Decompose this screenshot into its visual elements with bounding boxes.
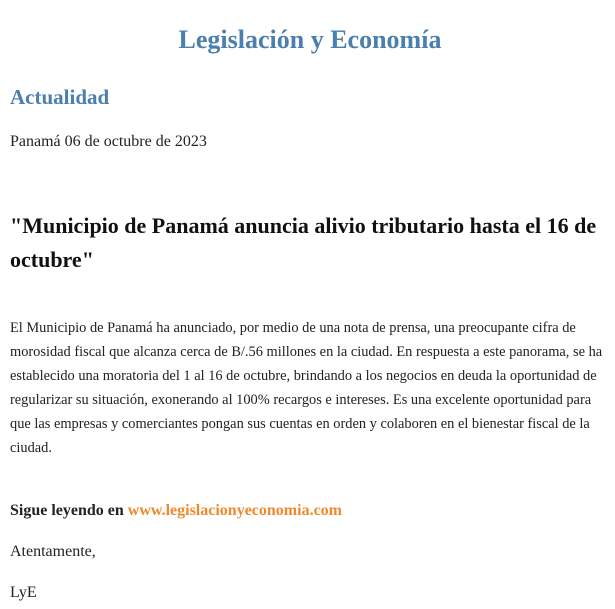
article-headline: "Municipio de Panamá anuncia alivio tributario hasta el 16 de octubre" — [10, 213, 597, 272]
website-link[interactable]: www.legislacionyeconomia.com — [127, 502, 342, 519]
closing-text: Atentamente, — [10, 543, 96, 560]
read-more-prefix: Sigue leyendo en — [10, 502, 128, 519]
dateline: Panamá 06 de octubre de 2023 — [10, 133, 207, 150]
section-heading: Actualidad — [10, 85, 110, 109]
article-body: El Municipio de Panamá ha anunciado, por medio de una nota de prensa, una preocupante cifra de morosidad fiscal que alcanza cerca de B/.56 millones en la ciudad. En respuesta a este panorama, se ha establecido una moratoria del 1 al 16 de octubre, brindando a los negocios en deuda la oportunidad de regularizar su situación, exonerando al 100% recargos e intereses. Es una excelente oportunidad para que las empresas y comerciantes pongan sus cuentas en orden y colaboren en el bienestar fiscal de la ciudad. — [10, 320, 603, 456]
signature: LyE — [10, 584, 37, 601]
brand-title: Legislación y Economía — [178, 25, 442, 54]
read-more-line — [10, 500, 342, 522]
